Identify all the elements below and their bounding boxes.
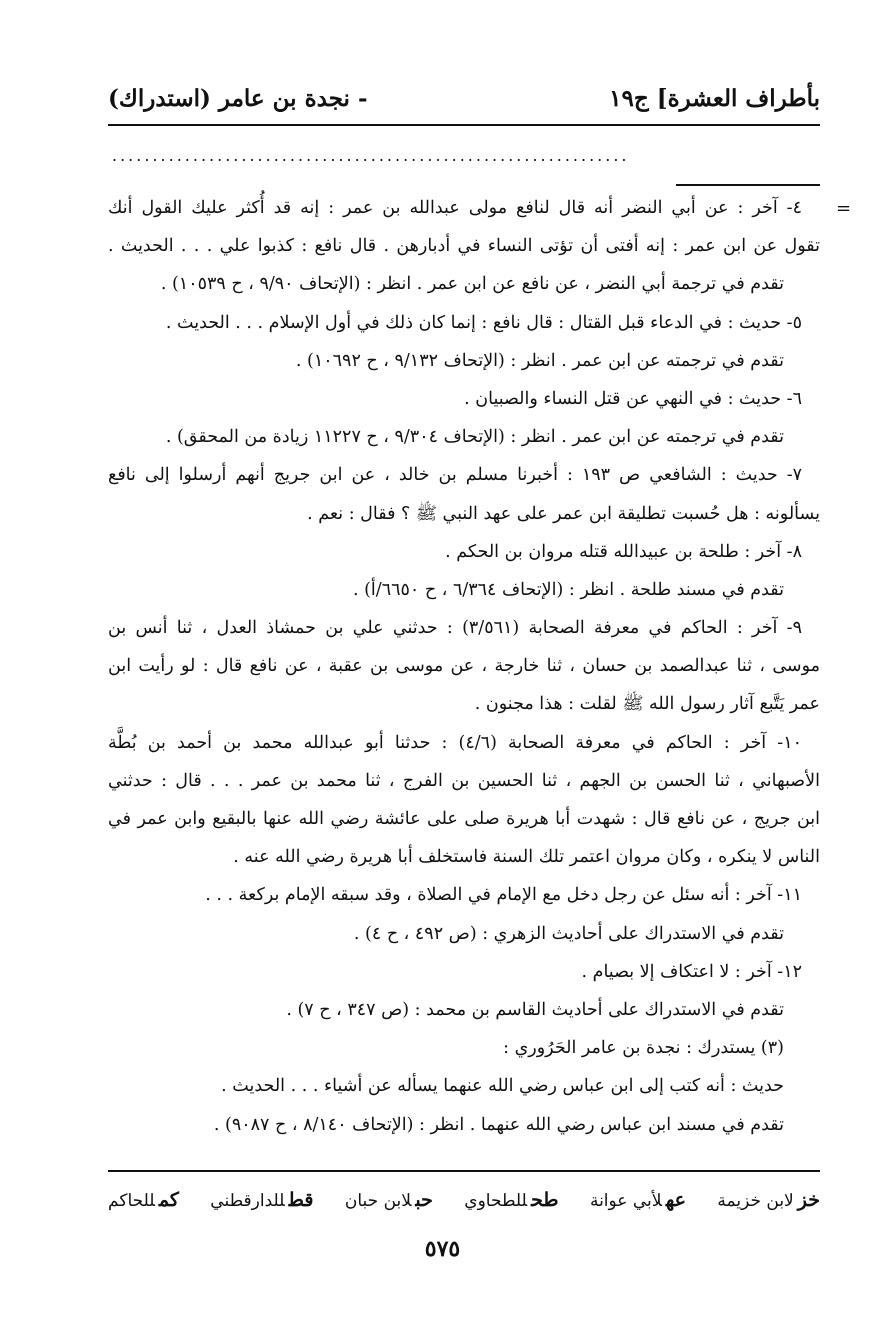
abbreviation-code: كم	[158, 1189, 179, 1211]
text-line: حديث : أنه كتب إلى ابن عباس رضي الله عنهما يسأله عن أشياء . . . الحديث .	[221, 1076, 784, 1097]
text-line: ٦- حديث : في النهي عن قتل النساء والصبيان .	[464, 388, 802, 409]
text-line: ٨- آخر : طلحة بن عبيدالله قتله مروان بن الحكم .	[445, 541, 802, 562]
abbreviation-label: للدارقطني	[210, 1191, 285, 1211]
text-line: تقدم في مسند ابن عباس رضي الله عنهما . انظر : (الإتحاف ٨/١٤٠ ، ح ٩٠٨٧) .	[213, 1114, 784, 1135]
text-line: ٧- حديث : الشافعي ص ١٩٣ : أخبرنا مسلم بن خالد ، عن ابن جريج أنهم أرسلوا إلى نافع	[108, 465, 803, 486]
abbreviation-code: خز	[797, 1189, 820, 1211]
text-line: (٣) يستدرك : نجدة بن عامر الحَرُوري :	[503, 1038, 784, 1059]
text-line: تقول عن ابن عمر : إنه أفتى أن تؤتى النساء في أدبارهن . قال نافع : كذبوا علي . . . الحديث .	[108, 236, 820, 257]
abbreviation-item	[345, 1189, 433, 1211]
abbreviation-code: طح	[531, 1189, 559, 1211]
abbreviation-key	[108, 1183, 820, 1217]
footer-rule	[108, 1170, 820, 1172]
short-rule	[676, 184, 820, 186]
text-line: ٥- حديث : في الدعاء قبل القتال : قال نافع : إنما كان ذلك في أول الإسلام . . . الحديث .	[165, 312, 802, 333]
text-line: ٩- آخر : الحاكم في معرفة الصحابة (٣/٥٦١) : حدثني علي بن حمشاذ العدل ، ثنا أنس بن	[108, 618, 802, 639]
main-text	[108, 189, 820, 1144]
text-line: تقدم في ترجمته عن ابن عمر . انظر : (الإتحاف ٩/٣٠٤ ، ح ١١٢٢٧ زيادة من المحقق) .	[165, 427, 784, 448]
text-line: ٤- آخر : عن أبي النضر أنه قال لنافع مولى عبدالله بن عمر : إنه قد أُكثر عليك القول أنك	[108, 198, 802, 218]
abbreviation-code: عه	[665, 1189, 687, 1211]
text-line: تقدم في الاستدراك على أحاديث القاسم بن محمد : (ص ٣٤٧ ، ح ٧) .	[286, 999, 784, 1020]
text-line: يسألونه : هل حُسبت تطليقة ابن عمر على عهد النبي ﷺ ؟ فقال : نعم .	[307, 503, 820, 524]
abbreviation-item	[210, 1189, 313, 1211]
text-line: الناس لا ينكره ، وكان مروان اعتمر تلك السنة فاستخلف أبا هريرة رضي الله عنه .	[233, 847, 820, 868]
abbreviation-label: لأبي عوانة	[589, 1191, 662, 1211]
text-line: الأصبهاني ، ثنا الحسن بن الجهم ، ثنا الحسين بن الفرج ، ثنا محمد بن عمر . . . قال : حدثني	[108, 770, 820, 791]
abbreviation-item	[464, 1189, 558, 1211]
text-line: عمر يَتَّبع آثار رسول الله ﷺ لقلت : هذا مجنون .	[474, 694, 820, 715]
abbreviation-item	[108, 1189, 179, 1211]
text-line: موسى ، ثنا عبدالصمد بن حسان ، ثنا خارجة ، عن موسى بن عقبة ، عن نافع قال : لو رأيت ابن	[108, 656, 820, 677]
text-line: ١١- آخر : أنه سئل عن رجل دخل مع الإمام في الصلاة ، وقد سبقه الإمام بركعة . . .	[205, 885, 802, 906]
margin-mark: =	[836, 198, 852, 219]
running-title: بأطراف العشرة] ج١٩	[609, 84, 820, 112]
abbreviation-code: قط	[288, 1189, 314, 1211]
text-line: ابن جريج ، عن نافع قال : شهدت أبا هريرة صلى على عائشة رضي الله عنها بالبقيع وابن عمر في	[108, 809, 820, 829]
section-title: - نجدة بن عامر (استدراك)	[108, 84, 368, 112]
abbreviation-label: للطحاوي	[464, 1191, 528, 1211]
page-number: ٥٧٥	[424, 1236, 461, 1262]
abbreviation-item	[590, 1189, 686, 1211]
text-line: تقدم في مسند طلحة . انظر : (الإتحاف ٦/٣٦٤ ، ح ٦٦٥٠/أ) .	[352, 579, 784, 600]
text-line: تقدم في ترجمته عن ابن عمر . انظر : (الإتحاف ٩/١٣٢ ، ح ١٠٦٩٢) .	[295, 350, 784, 371]
text-line: تقدم في ترجمة أبي النضر ، عن نافع عن ابن عمر . انظر : (الإتحاف ٩/٩٠ ، ح ١٠٥٣٩) .	[160, 274, 784, 295]
text-line: تقدم في الاستدراك على أحاديث الزهري : (ص ٤٩٢ ، ح ٤) .	[353, 923, 784, 944]
abbreviation-label: للحاكم	[108, 1191, 155, 1211]
abbreviation-label: لابن خزيمة	[717, 1191, 794, 1211]
separator-dots: ................................................................	[112, 146, 630, 165]
abbreviation-label: لابن حبان	[344, 1191, 412, 1211]
text-line: ١٢- آخر : لا اعتكاف إلا بصيام .	[581, 961, 802, 982]
text-line: ١٠- آخر : الحاكم في معرفة الصحابة (٤/٦) : حدثنا أبو عبدالله محمد بن أحمد بن بُطَّة	[108, 732, 802, 753]
header-rule	[108, 124, 820, 126]
page-header	[108, 78, 820, 118]
abbreviation-item	[717, 1189, 820, 1211]
abbreviation-code: حب	[415, 1189, 433, 1211]
